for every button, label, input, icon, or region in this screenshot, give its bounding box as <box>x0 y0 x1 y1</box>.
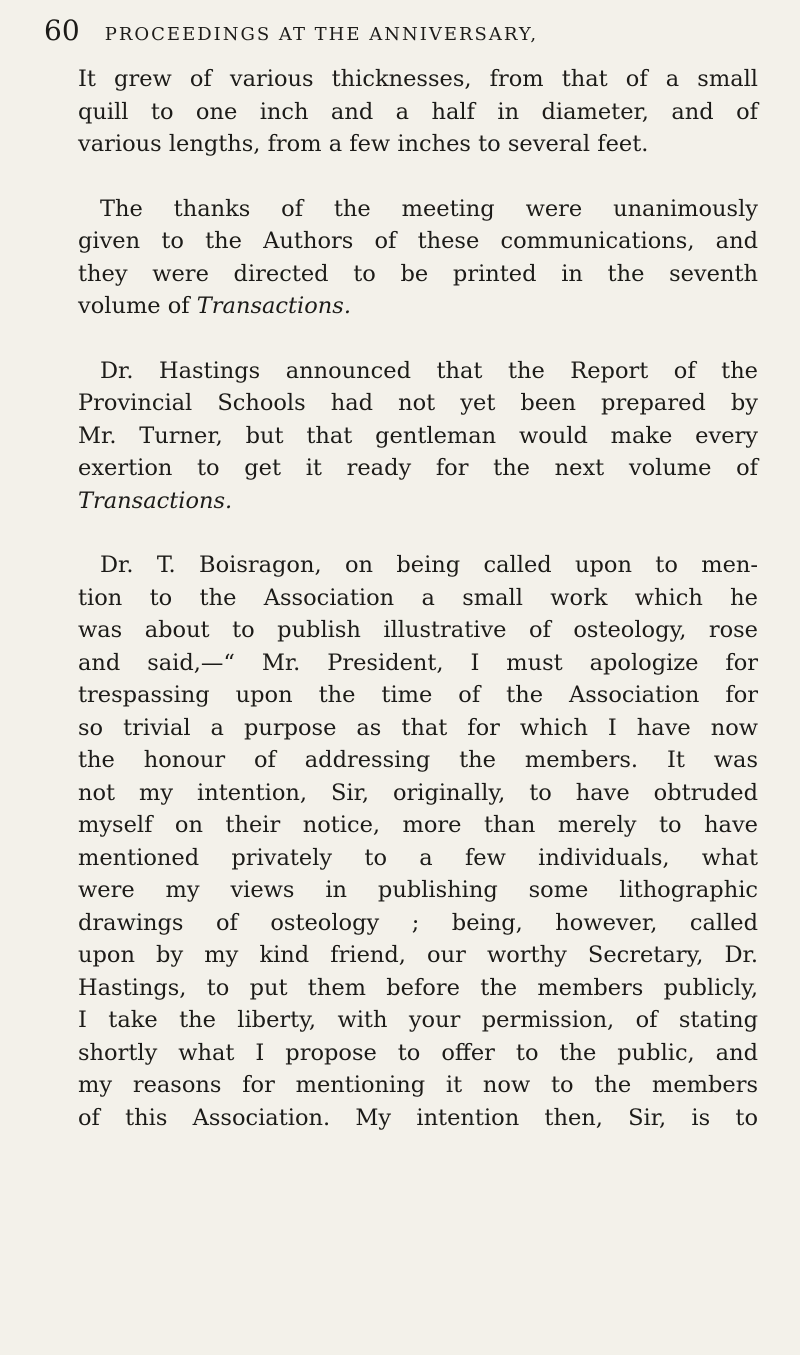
text-line: drawings of osteology ; being, however, called <box>78 909 758 936</box>
text-line: trespassing upon the time of the Association for <box>78 682 758 708</box>
text-line: myself on their notice, more than merely to have <box>78 812 758 838</box>
page-number: 60 <box>44 14 80 47</box>
text-line: The thanks of the meeting were unanimously <box>100 195 758 222</box>
italic-title: Transactions. <box>78 487 233 514</box>
text-line: was about to publish illustrative of osteology, rose <box>78 617 758 643</box>
text-line: Provincial Schools had not yet been prepared by <box>78 390 758 416</box>
paragraph-2 <box>78 193 758 323</box>
text-fragment: volume of <box>78 293 190 319</box>
text-line: exertion to get it ready for the next volume of <box>78 455 758 481</box>
text-line: Dr. Hastings announced that the Report of the <box>100 357 758 384</box>
italic-title: Transactions. <box>196 293 351 319</box>
text-line: my reasons for mentioning it now to the members <box>78 1072 758 1098</box>
text-line: given to the Authors of these communications, and <box>78 228 758 254</box>
body-text <box>78 63 758 1166</box>
running-head-title: PROCEEDINGS AT THE ANNIVERSARY, <box>104 24 539 45</box>
paragraph-1 <box>78 63 758 161</box>
text-line: shortly what I propose to offer to the public, and <box>78 1039 758 1066</box>
paragraph-4 <box>78 549 758 1134</box>
text-line: Dr. T. Boisragon, on being called upon to men- <box>100 552 758 578</box>
text-line: mentioned privately to a few individuals, what <box>78 844 758 871</box>
text-line <box>78 290 758 323</box>
text-line: not my intention, Sir, originally, to have obtruded <box>78 779 758 806</box>
text-line: It grew of various thicknesses, from that of a small <box>78 66 758 92</box>
text-line: and said,—“ Mr. President, I must apologize for <box>78 649 758 676</box>
text-line: were my views in publishing some lithographic <box>78 877 758 903</box>
text-line: Hastings, to put them before the members publicly, <box>78 974 758 1001</box>
text-line: upon by my kind friend, our worthy Secretary, Dr. <box>78 942 758 968</box>
text-line: so trivial a purpose as that for which I have now <box>78 714 758 741</box>
text-line: various lengths, from a few inches to several feet. <box>78 131 649 157</box>
text-line: of this Association. My intention then, Sir, is to <box>78 1104 758 1131</box>
running-head <box>44 14 744 58</box>
text-line <box>78 485 758 518</box>
paragraph-3 <box>78 355 758 518</box>
text-line: I take the liberty, with your permission, of stating <box>78 1007 758 1033</box>
text-line: they were directed to be printed in the seventh <box>78 260 758 287</box>
text-line: quill to one inch and a half in diameter, and of <box>78 98 758 125</box>
text-line: the honour of addressing the members. It was <box>78 747 758 773</box>
text-line: Mr. Turner, but that gentleman would make every <box>78 422 758 449</box>
text-line: tion to the Association a small work which he <box>78 584 758 611</box>
